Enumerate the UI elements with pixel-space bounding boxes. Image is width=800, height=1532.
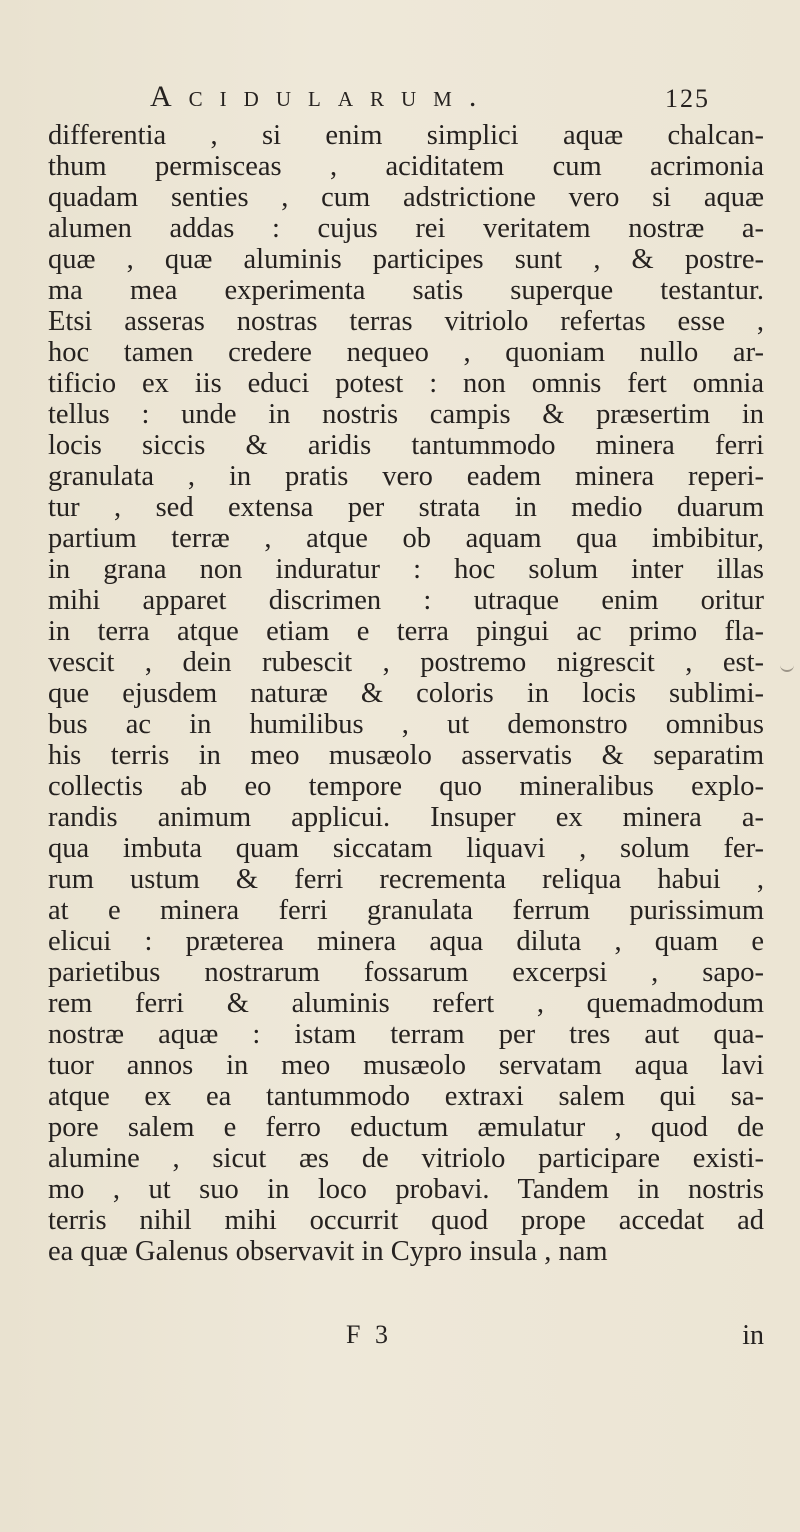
text-line: alumine , sicut æs de vitriolo participare existi- [48,1143,764,1174]
text-line: tellus : unde in nostris campis & præsertim in [48,399,764,430]
text-line: mo , ut suo in loco probavi. Tandem in nostris [48,1174,764,1205]
text-line: alumen addas : cujus rei veritatem nostræ a- [48,213,764,244]
signature-mark: F 3 [346,1320,392,1349]
text-line: at e minera ferri granulata ferrum purissimum [48,895,764,926]
text-line: granulata , in pratis vero eadem minera reperi- [48,461,764,492]
text-line: qua imbuta quam siccatam liquavi , solum fer- [48,833,764,864]
text-line: pore salem e ferro eductum æmulatur , quod de [48,1112,764,1143]
text-line: bus ac in humilibus , ut demonstro omnibus [48,709,764,740]
text-line: elicui : præterea minera aqua diluta , quam e [48,926,764,957]
text-line: in grana non induratur : hoc solum inter illas [48,554,764,585]
text-line: in terra atque etiam e terra pingui ac primo fla- [48,616,764,647]
text-line: parietibus nostrarum fossarum excerpsi , sapo- [48,957,764,988]
text-line: vescit , dein rubescit , postremo nigrescit , est- [48,647,764,678]
text-line: tificio ex iis educi potest : non omnis fert omnia [48,368,764,399]
text-line: rum ustum & ferri recrementa reliqua habui , [48,864,764,895]
page-footer [48,1320,764,1352]
text-line: randis animum applicui. Insuper ex minera a- [48,802,764,833]
text-line: differentia , si enim simplici aquæ chalcan- [48,120,764,151]
page-header [150,80,710,120]
text-line: nostræ aquæ : istam terram per tres aut qua- [48,1019,764,1050]
text-line: locis siccis & aridis tantummodo minera ferri [48,430,764,461]
text-line: que ejusdem naturæ & coloris in locis sublimi- [48,678,764,709]
margin-mark-icon [780,662,794,672]
text-line: thum permisceas , aciditatem cum acrimonia [48,151,764,182]
text-line: hoc tamen credere nequeo , quoniam nullo ar- [48,337,764,368]
text-line: atque ex ea tantummodo extraxi salem qui sa- [48,1081,764,1112]
catchword: in [742,1320,764,1351]
text-line: partium terræ , atque ob aquam qua imbibitur, [48,523,764,554]
text-line: his terris in meo musæolo asservatis & separatim [48,740,764,771]
running-head: Acidularum. [150,80,494,113]
page-number: 125 [665,84,710,113]
text-line: ea quæ Galenus observavit in Cypro insula , nam [48,1236,608,1267]
text-line: collectis ab eo tempore quo mineralibus explo- [48,771,764,802]
text-line: mihi apparet discrimen : utraque enim oritur [48,585,764,616]
text-line: quadam senties , cum adstrictione vero si aquæ [48,182,764,213]
body-text [48,120,764,1267]
text-line: tuor annos in meo musæolo servatam aqua lavi [48,1050,764,1081]
text-line: Etsi asseras nostras terras vitriolo refertas esse , [48,306,764,337]
text-line: terris nihil mihi occurrit quod prope accedat ad [48,1205,764,1236]
text-line: rem ferri & aluminis refert , quemadmodum [48,988,764,1019]
text-line: quæ , quæ aluminis participes sunt , & postre- [48,244,764,275]
text-line: tur , sed extensa per strata in medio duarum [48,492,764,523]
text-line: ma mea experimenta satis superque testantur. [48,275,764,306]
